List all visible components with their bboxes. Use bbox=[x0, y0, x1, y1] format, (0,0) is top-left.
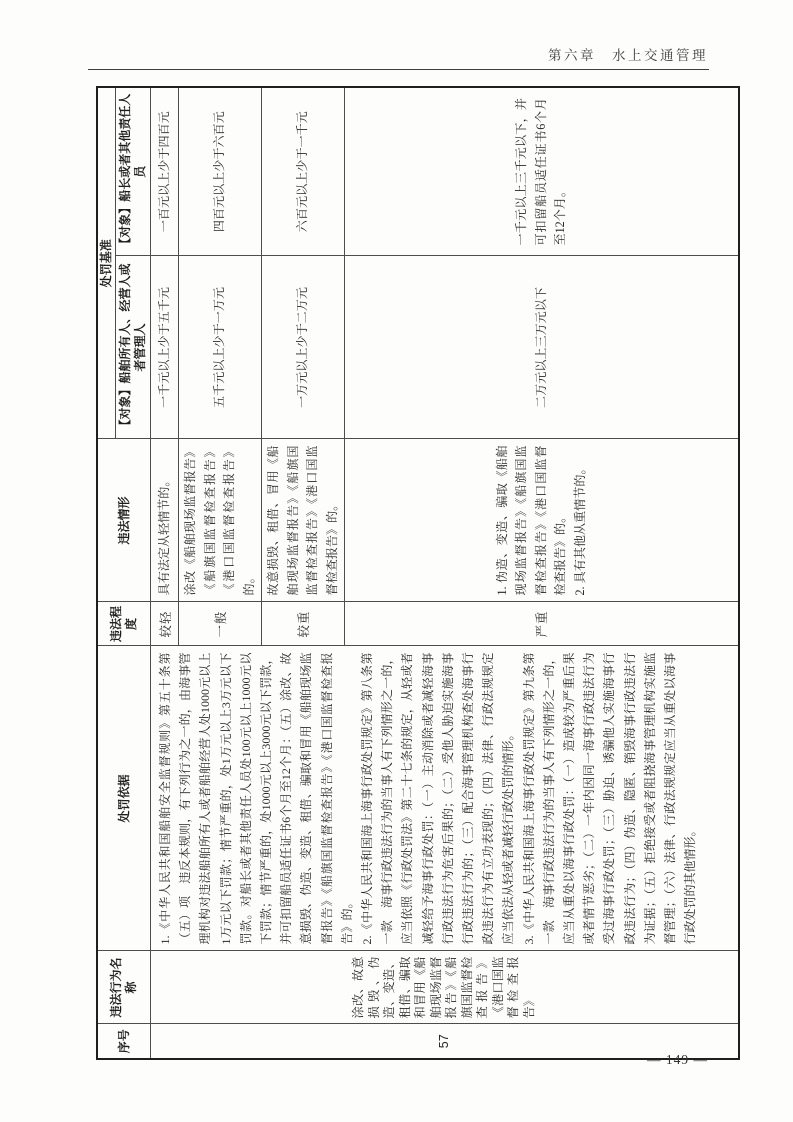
degree-cell-general: 一般 bbox=[179, 602, 262, 646]
col-header-penalty-benchmark: 处罚基准 bbox=[97, 87, 116, 439]
penalty-basis-cell bbox=[151, 646, 739, 951]
circumstance-cell-general: 涂改《船舶现场监督报告》《船旗国监督检查报告》《港口国监督检查报告》的。 bbox=[179, 439, 262, 602]
col-header-violation-name: 违法行为名称 bbox=[97, 951, 151, 1024]
col-header-violation-degree: 违法程度 bbox=[97, 602, 151, 646]
col-header-target-captain: 【对象】船长或者其他责任人员 bbox=[116, 87, 151, 256]
page-number: — 149 — bbox=[647, 1052, 708, 1067]
col-header-target-owner: 【对象】船舶所有人、经营人或者管理人 bbox=[116, 256, 151, 439]
basis-item-2: 2.《中华人民共和国海上海事行政处罚规定》第八条第一款 海事行政违法行为的当事人有下列情形之一的，应当依照《行政处罚法》第二十七条的规定，从轻或者减轻给予海事行政处罚：（一）主动消除或者减轻海事行政违法行为危害后果的；（二）受他人胁迫实施海事行政违法行为的；（三）配合海事管理机构查处海事行政违法行为有立功表现的；（四）法律、行政法规规定应当依法从轻或者减轻行政处罚的情形。 bbox=[360, 652, 516, 945]
header-rule bbox=[88, 69, 709, 70]
serial-number-cell: 57 bbox=[151, 1024, 739, 1059]
col-header-penalty-basis: 处罚依据 bbox=[97, 646, 151, 951]
circumstance-cell-severe bbox=[345, 439, 739, 602]
circumstance-cell-minor: 具有法定从轻情节的。 bbox=[151, 439, 179, 602]
penalty-table bbox=[96, 86, 740, 1060]
violation-name-cell: 涂改、故意损毁、伪造、变造、租借、骗取和冒用《船舶现场监督报告》《船旗国监督检查报告》《港口国监督检查报告》 bbox=[151, 951, 739, 1024]
chapter-title: 第六章 水上交通管理 bbox=[548, 48, 708, 63]
table-row-minor bbox=[151, 87, 179, 1059]
header-row-group bbox=[97, 87, 116, 1059]
degree-cell-serious: 较重 bbox=[262, 602, 345, 646]
circumstance-cell-serious: 故意损毁、租借、冒用《船舶现场监督报告》《船旗国监督检查报告》《港口国监督检查报告》的。 bbox=[262, 439, 345, 602]
col-header-serial: 序号 bbox=[97, 1024, 151, 1059]
owner-penalty-general: 五千元以上少于一万元 bbox=[179, 256, 262, 439]
basis-item-3: 3.《中华人民共和国海上海事行政处罚规定》第九条第一款 海事行政违法行为的当事人有下列情形之一的，应当从重处以海事行政处罚：（一）造成较为严重后果或者情节恶劣；（二）一年内因同一海事行政违法行为受过海事行政处罚；（三）胁迫、诱骗他人实施海事行政违法行为；（四）伪造、隐匿、销毁海事行政违法行为证据；（五）拒绝接受或者阻挠海事管理机构实施监督管理；（六）法律、行政法规规定应当从重处以海事行政处罚的其他情形。 bbox=[521, 652, 698, 945]
captain-penalty-severe: 一千元以上三千元以下，并可扣留船员适任证书6个月至12个月。 bbox=[345, 87, 739, 256]
landscape-canvas bbox=[96, 88, 709, 1060]
captain-penalty-general: 四百元以上少于六百元 bbox=[179, 87, 262, 256]
degree-cell-minor: 较轻 bbox=[151, 602, 179, 646]
severe-circumstance-item-1: 1. 伪造、变造、骗取《船舶现场监督报告》《船旗国监督检查报告》《港口国监督检查报告》的。 bbox=[494, 445, 567, 596]
owner-penalty-minor: 一千元以上少于五千元 bbox=[151, 256, 179, 439]
captain-penalty-serious: 六百元以上少于一千元 bbox=[262, 87, 345, 256]
captain-penalty-minor: 一百元以上少于四百元 bbox=[151, 87, 179, 256]
col-header-violation-circumstance: 违法情形 bbox=[97, 439, 151, 602]
owner-penalty-severe: 二万元以上三万元以下 bbox=[345, 256, 739, 439]
basis-item-1: 1.《中华人民共和国船舶安全监督规则》第五十条第（五）项 违反本规则，有下列行为之一的，由海事管理机构对违法船舶所有人或者船舶经营人处1000元以上1万元以下罚款；情节严重的，处1万元以上3万元以下罚款。对船长或者其他责任人员处100元以上1000元以下罚款；情节严重的，处1000元以上3000元以下罚款，并可扣留船员适任证书6个月至12个月：（五）涂改、故意损毁、伪造、变造、租借、骗取和冒用《船舶现场监督报告》《船旗国监督检查报告》《港口国监督检查报告》的。 bbox=[158, 652, 354, 945]
severe-circumstance-item-2: 2. 具有其他从重情节的。 bbox=[572, 462, 587, 596]
owner-penalty-serious: 一万元以上少于二万元 bbox=[262, 256, 345, 439]
running-head bbox=[88, 44, 708, 64]
rotated-table-area bbox=[96, 88, 709, 1060]
degree-cell-severe: 严重 bbox=[345, 602, 739, 646]
